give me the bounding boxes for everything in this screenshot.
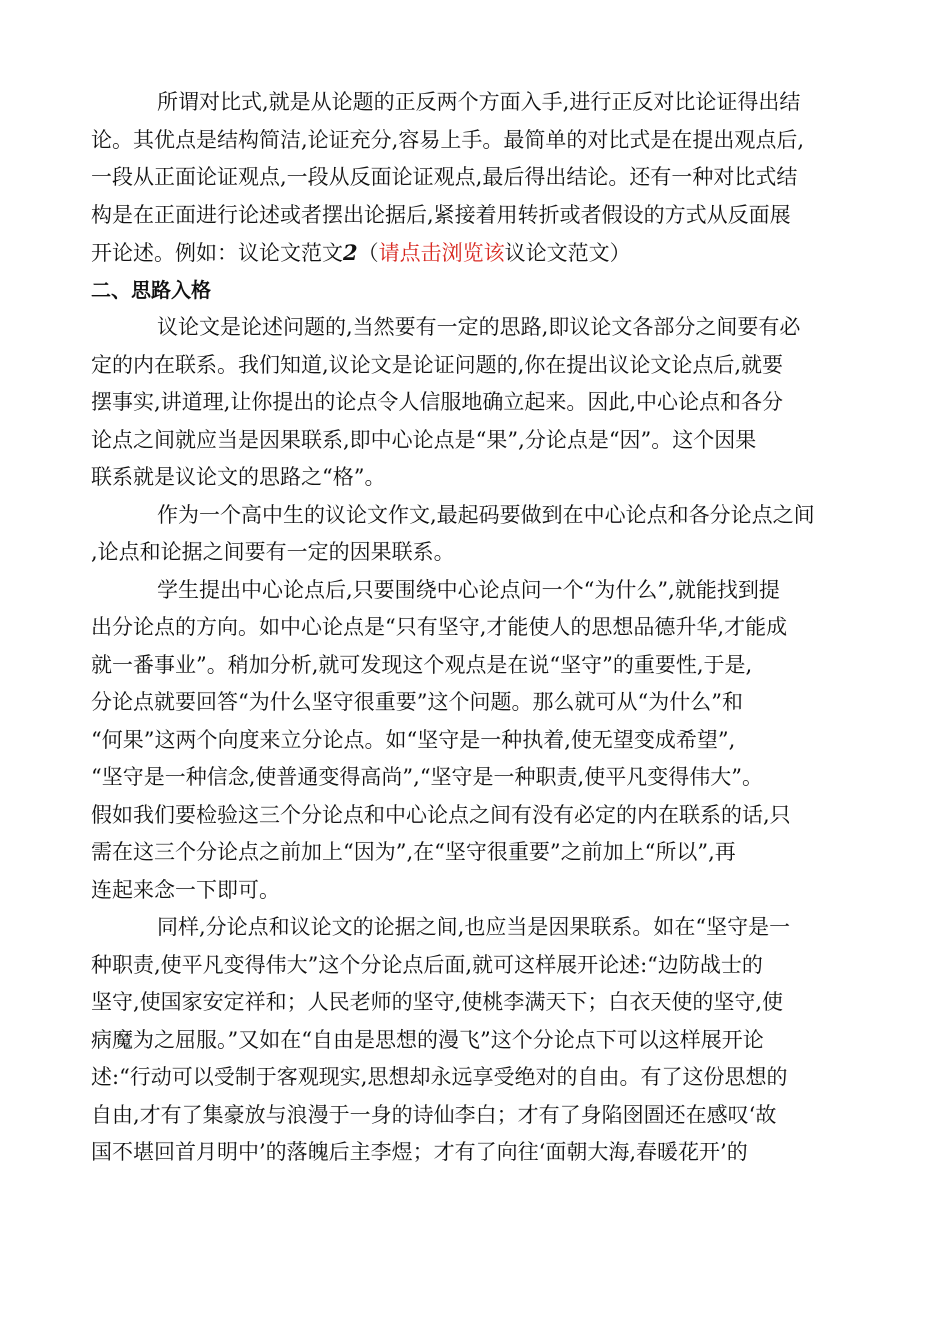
text-line: 连起来念一下即可。 [91,877,280,902]
example-suffix: 议论文范文） [504,241,631,265]
text-line: 议论文是论述问题的,当然要有一定的思路,即议论文各部分之间要有必 [157,315,801,339]
text-line: 述:“行动可以受制于客观现实,思想却永远享受绝对的自由。有了这份思想的 [91,1065,788,1089]
text-line: 作为一个高中生的议论文作文,最起码要做到在中心论点和各分论点之间 [157,502,815,527]
section-heading: 二、思路入格 [91,277,211,302]
paragraph-sub-arguments [91,572,859,910]
text-line: 国不堪回首月明中’的落魄后主李煜；才有了向往‘面朝大海,春暖花开’的 [91,1140,748,1164]
text-line: 所谓对比式,就是从论题的正反两个方面入手,进行正反对比论证得出结 [157,90,801,114]
text-line: 自由,才有了集豪放与浪漫于一身的诗仙李白；才有了身陷囹圄还在感叹‘故 [91,1102,777,1127]
text-line: 坚守,使国家安定祥和；人民老师的坚守,使桃李满天下；白衣天使的坚守,使 [91,990,784,1014]
text-line: 病魔为之屈服。”又如在“自由是思想的漫飞”这个分论点下可以这样展开论 [91,1027,764,1052]
text-line: 同样,分论点和议论文的论据之间,也应当是因果联系。如在“坚守是一 [157,915,791,939]
paragraph-high-school [91,497,859,572]
text-line: ,论点和论据之间要有一定的因果联系。 [91,540,455,564]
text-line: 种职责,使平凡变得伟大”这个分论点后面,就可这样展开论述:“边防战士的 [91,952,763,977]
text-line: “坚守是一种信念,使普通变得高尚”,“坚守是一种职责,使平凡变得伟大”。 [91,765,763,789]
example-prefix: 开论述。例如：议论文范文 [91,241,343,265]
document-page [91,84,859,1172]
text-line: 假如我们要检验这三个分论点和中心论点之间有没有必定的内在联系的话,只 [91,802,791,827]
paragraph-contrast-structure [91,84,859,272]
text-line: 联系就是议论文的思路之“格”。 [91,465,386,489]
text-line: 摆事实,讲道理,让你提出的论点令人信服地确立起来。因此,中心论点和各分 [91,390,784,414]
text-line-with-link [91,234,859,272]
browse-link[interactable]: 请点击浏览该 [378,241,505,265]
text-line: “何果”这两个向度来立分论点。如“坚守是一种执着,使无望变成希望”, [91,727,736,752]
open-paren: （ [357,241,379,265]
paragraph-evidence [91,909,859,1172]
text-line: 分论点就要回答“为什么坚守很重要”这个问题。那么就可从“为什么”和 [91,690,743,714]
text-line: 需在这三个分论点之前加上“因为”,在“坚守很重要”之前加上“所以”,再 [91,840,736,864]
text-line: 学生提出中心论点后,只要围绕中心论点问一个“为什么”,就能找到提 [157,577,780,602]
text-line: 一段从正面论证观点,一段从反面论证观点,最后得出结论。还有一种对比式结 [91,165,798,189]
paragraph-thinking-frame [91,309,859,497]
text-line: 构是在正面进行论述或者摆出论据后,紧接着用转折或者假设的方式从反面展 [91,202,791,227]
example-number: 2 [343,240,358,265]
text-line: 出分论点的方向。如中心论点是“只有坚守,才能使人的思想品德升华,才能成 [91,615,788,639]
text-line: 论点之间就应当是因果联系,即中心论点是“果”,分论点是“因”。这个因果 [91,427,757,452]
text-line: 定的内在联系。我们知道,议论文是论证问题的,你在提出议论文论点后,就要 [91,352,784,377]
text-line: 就一番事业”。稍加分析,就可发现这个观点是在说“坚守”的重要性,于是, [91,652,753,677]
text-line: 论。其优点是结构简洁,论证充分,容易上手。最简单的对比式是在提出观点后, [91,127,805,152]
